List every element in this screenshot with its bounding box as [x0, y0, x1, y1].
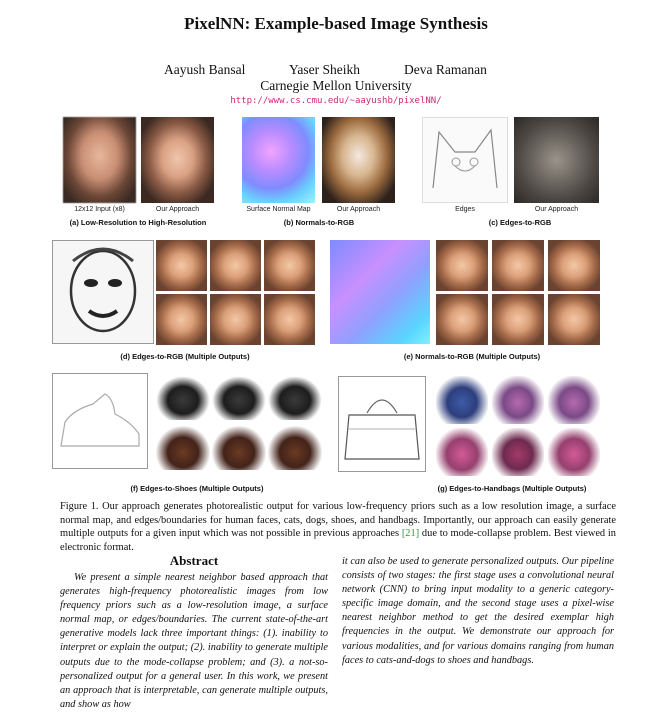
face-output-image [436, 240, 488, 291]
abstract-column-left [60, 571, 328, 712]
cat-edges-image [422, 117, 508, 203]
handbag-output-image [548, 428, 600, 476]
author-name: Aayush Bansal [164, 62, 246, 77]
image-label: Our Approach [336, 206, 381, 213]
face-output-image [210, 240, 261, 291]
high-res-output-image [141, 117, 214, 203]
surface-normal-image [330, 240, 430, 344]
handbag-sketch-image [338, 376, 426, 472]
subfigure-caption: (d) Edges-to-RGB (Multiple Outputs) [120, 352, 250, 361]
cat-output-image [514, 117, 599, 203]
shoe-output-image [156, 376, 210, 420]
abstract-heading: Abstract [169, 553, 219, 568]
dog-output-image [322, 117, 395, 203]
caption-text: Figure 1. Our approach generates photorealistic output for various low-frequency priors such as a low resolution image, a surface normal map, and edges/boundaries for human faces, cats, dogs, shoes, and handbags. Importantly, our approach can easily generate multiple outputs for a given input which was not possible in previous approaches [60, 501, 616, 540]
face-output-image [264, 240, 315, 291]
face-output-image [264, 294, 315, 345]
shoe-output-image [156, 426, 210, 470]
low-res-input-image [63, 117, 136, 203]
face-output-image [548, 294, 600, 345]
handbag-output-image [548, 376, 600, 424]
paper-title: PixelNN: Example-based Image Synthesis [184, 14, 488, 33]
face-output-image [492, 240, 544, 291]
subfigure-caption: (b) Normals-to-RGB [283, 218, 355, 227]
handbag-output-image [436, 376, 488, 424]
shoe-output-image [268, 376, 322, 420]
surface-normal-image [242, 117, 315, 203]
author-name: Deva Ramanan [404, 62, 487, 77]
face-output-image [156, 240, 207, 291]
shoe-output-image [268, 426, 322, 470]
author-name: Yaser Sheikh [289, 62, 361, 77]
face-output-image [210, 294, 261, 345]
face-output-image [548, 240, 600, 291]
face-sketch-image [52, 240, 154, 344]
subfigure-caption: (a) Low-Resolution to High-Resolution [69, 218, 207, 227]
image-label: Edges [455, 206, 475, 213]
subfigure-caption: (g) Edges-to-Handbags (Multiple Outputs) [437, 484, 587, 493]
image-label: Our Approach [155, 206, 200, 213]
handbag-output-image [436, 428, 488, 476]
handbag-output-image [492, 376, 544, 424]
abstract-text: We present a simple nearest neighbor based approach that generates high-frequency photorealistic images from low frequency priors such as a low-resolution image, a surface normal map, or edges/boundaries. The current state-of-the-art generative models lack three important things: (1). inability to interpret or explain the output; (2). inability to generate multiple outputs due to the mode-collapse problem; and (3). a not-so-personalized output for a general user. In this work, we present an approach that is interpretable, can generate multiple outputs, and show as how [60, 572, 328, 710]
subfigure-caption: (c) Edges-to-RGB [488, 218, 552, 227]
shoe-sketch-image [52, 373, 148, 469]
face-output-image [492, 294, 544, 345]
image-label: Our Approach [534, 206, 579, 213]
subfigure-caption: (f) Edges-to-Shoes (Multiple Outputs) [130, 484, 264, 493]
project-url[interactable]: http://www.cs.cmu.edu/~aayushb/pixelNN/ [230, 96, 442, 106]
citation-link[interactable]: [21] [401, 528, 420, 540]
image-label: 12x12 Input (x8) [74, 206, 125, 213]
image-label: Surface Normal Map [246, 206, 311, 213]
shoe-output-image [212, 376, 266, 420]
subfigure-caption: (e) Normals-to-RGB (Multiple Outputs) [403, 352, 541, 361]
shoe-output-image [212, 426, 266, 470]
affiliation: Carnegie Mellon University [260, 78, 412, 93]
abstract-column-right: it can also be used to generate personalized outputs. Our pipeline consists of two stages: the first stage uses a convolutional neural network (CNN) to bring input modality to a generic category-specific image domain, and the second stage uses a pixel-wise nearest neighbor method to get the desired exemplar high frequencies in the output. We demonstrate our approach for various modalities, and for various domains ranging from human faces to cats-and-dogs to shoes and handbags. [342, 556, 614, 666]
face-output-image [156, 294, 207, 345]
handbag-output-image [492, 428, 544, 476]
caption-text: due to mode-collapse problem. Best viewed in electronic format. [60, 528, 616, 553]
face-output-image [436, 294, 488, 345]
figure-caption [60, 500, 616, 554]
